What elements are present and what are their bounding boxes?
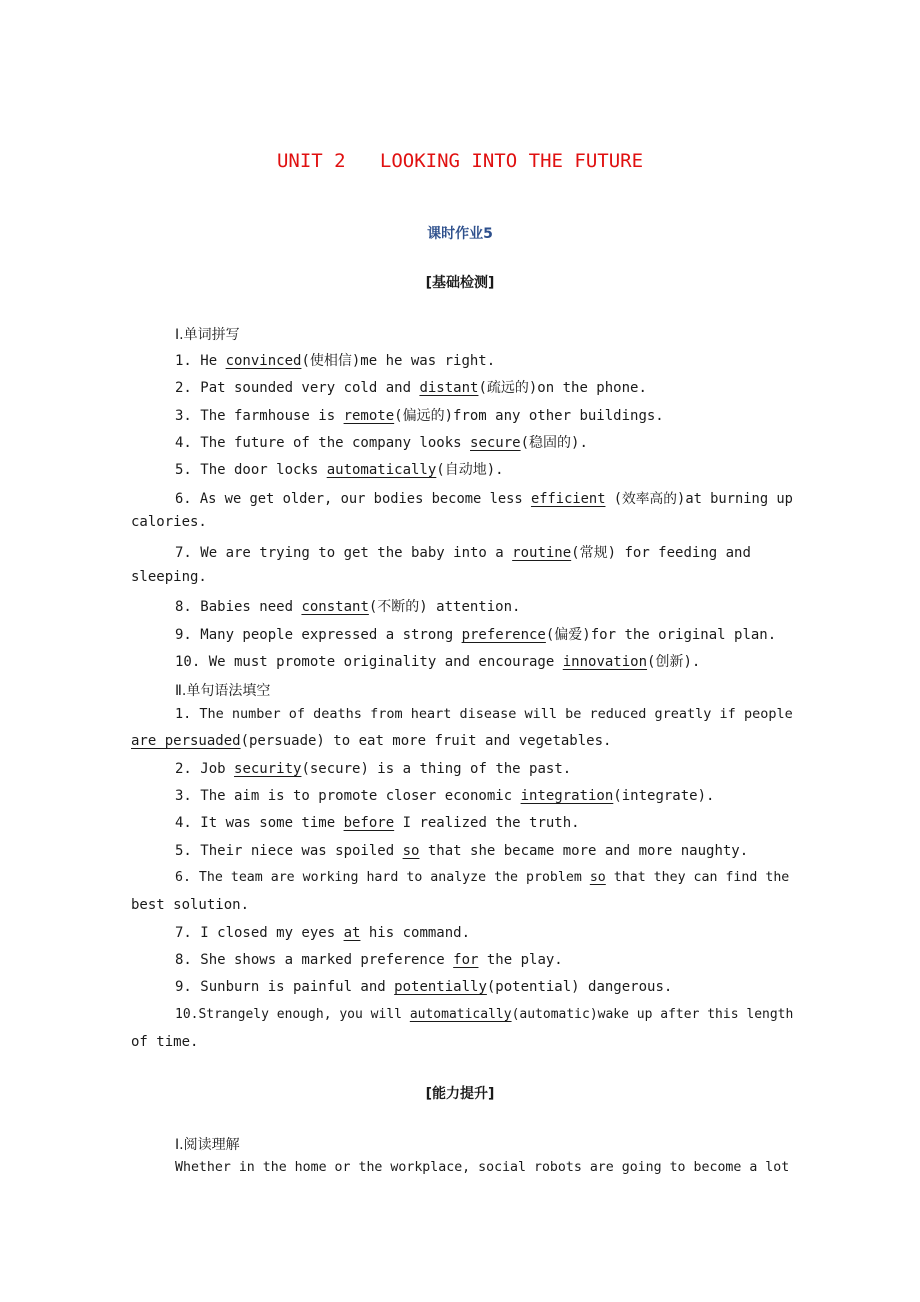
answer: secure: [470, 435, 521, 451]
answer: at: [343, 925, 361, 941]
answer: routine: [512, 545, 572, 561]
list-item: 5. The door locks automatically(自动地).: [175, 462, 504, 478]
list-item: 1. The number of deaths from heart disease will be reduced greatly if people: [175, 706, 793, 722]
list-item: 1. He convinced(使相信)me he was right.: [175, 353, 496, 369]
list-item: 9. Many people expressed a strong preference(偏爱)for the original plan.: [175, 627, 777, 643]
list-item: 9. Sunburn is painful and potentially(potential) dangerous.: [175, 979, 673, 995]
list-item: 7. I closed my eyes at his command.: [175, 925, 471, 941]
answer: automatically: [409, 1007, 512, 1022]
answer: are persuaded: [131, 733, 241, 749]
answer: integration: [520, 788, 614, 804]
section-heading-advanced: [能力提升]: [425, 1086, 495, 1102]
answer: automatically: [326, 462, 437, 478]
list-item-continuation: of time.: [131, 1034, 199, 1050]
answer: security: [234, 761, 302, 777]
list-item: 8. Babies need constant(不断的) attention.: [175, 599, 521, 615]
list-item-continuation: best solution.: [131, 897, 250, 913]
answer: so: [402, 843, 420, 859]
answer: convinced: [225, 353, 302, 369]
list-item: 10.Strangely enough, you will automatically(automatic)wake up after this length: [175, 1007, 794, 1022]
answer: efficient: [530, 491, 606, 507]
answer: so: [589, 870, 606, 885]
list-item: 3. The aim is to promote closer economic integration(integrate).: [175, 788, 715, 804]
list-item: 8. She shows a marked preference for the play.: [175, 952, 563, 968]
reading-passage-line: Whether in the home or the workplace, social robots are going to become a lot: [175, 1160, 790, 1175]
answer: constant: [301, 599, 369, 615]
part-heading-spelling: Ⅰ.单词拼写: [175, 327, 240, 343]
list-item: 3. The farmhouse is remote(偏远的)from any other buildings.: [175, 408, 664, 424]
part-heading-reading: Ⅰ.阅读理解: [175, 1137, 240, 1153]
answer: before: [343, 815, 395, 831]
answer: remote: [343, 408, 395, 424]
list-item: 6. The team are working hard to analyze the problem so that they can find the: [175, 870, 790, 885]
list-item: 5. Their niece was spoiled so that she became more and more naughty.: [175, 843, 749, 859]
list-item: 7. We are trying to get the baby into a routine(常规) for feeding and: [175, 545, 751, 561]
section-heading-basic: [基础检测]: [425, 275, 495, 291]
answer: distant: [419, 380, 479, 396]
list-item-continuation: calories.: [131, 514, 207, 530]
list-item: 4. The future of the company looks secure(稳固的).: [175, 435, 588, 451]
list-item: 2. Job security(secure) is a thing of the past.: [175, 761, 572, 777]
answer: potentially: [394, 979, 487, 995]
assignment-subtitle: 课时作业5: [427, 226, 493, 242]
answer: preference: [461, 627, 546, 643]
list-item: 6. As we get older, our bodies become less efficient (效率高的)at burning up: [175, 491, 793, 507]
answer: for: [453, 952, 479, 968]
answer: innovation: [562, 654, 648, 670]
list-item-continuation: are persuaded(persuade) to eat more fruit and vegetables.: [131, 733, 612, 749]
part-heading-grammar: Ⅱ.单句语法填空: [175, 683, 271, 699]
list-item: 2. Pat sounded very cold and distant(疏远的)on the phone.: [175, 380, 647, 396]
list-item-continuation: sleeping.: [131, 569, 207, 585]
list-item: 10. We must promote originality and encourage innovation(创新).: [175, 654, 701, 670]
list-item: 4. It was some time before I realized the truth.: [175, 815, 580, 831]
page-title: UNIT 2 LOOKING INTO THE FUTURE: [276, 150, 644, 172]
